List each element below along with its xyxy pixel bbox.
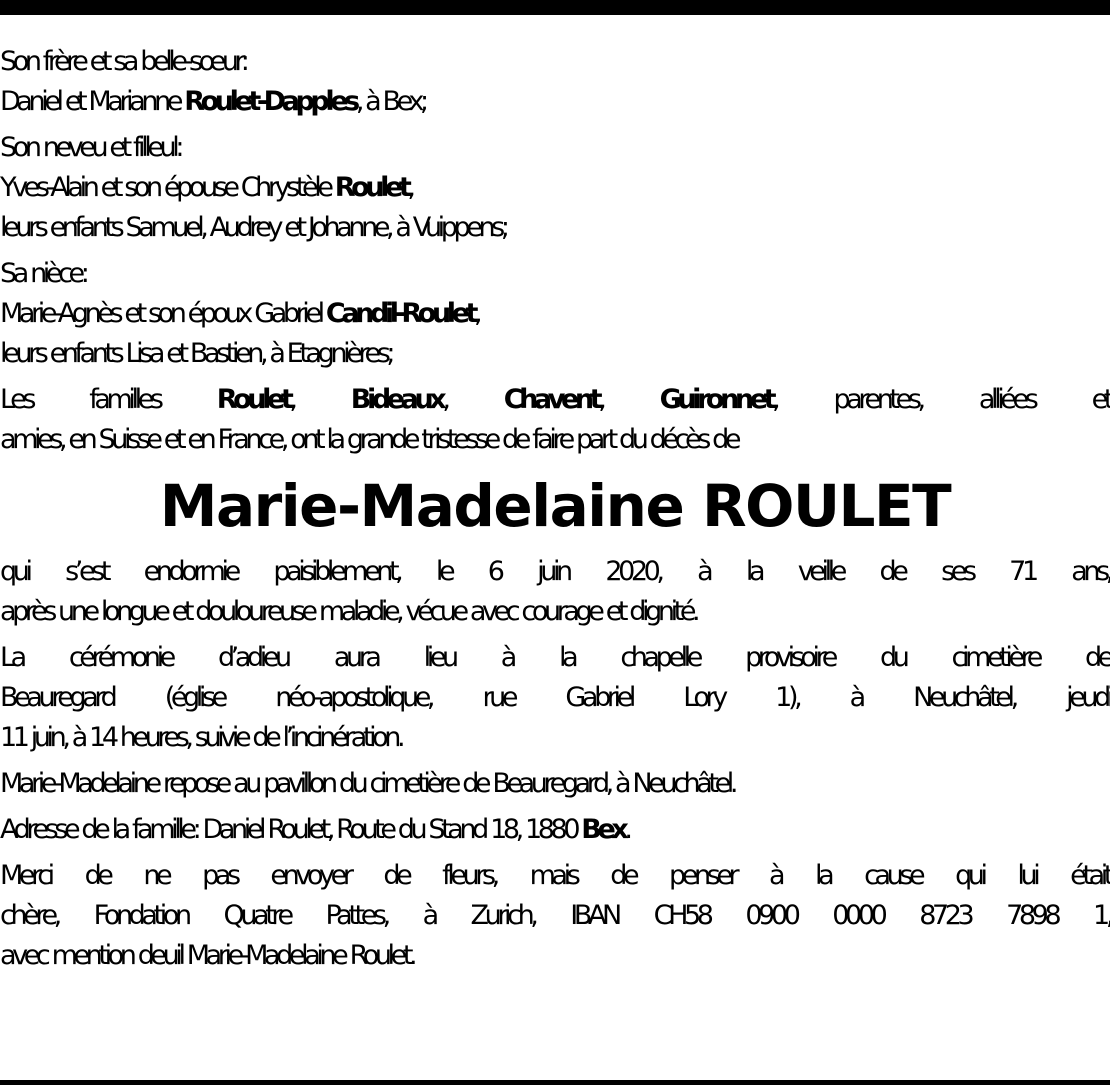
top-rule bbox=[0, 0, 1110, 15]
brother-names: Daniel et Marianne Roulet-Dapples, à Bex; bbox=[0, 86, 425, 117]
address-line: Adresse de la famille: Daniel Roulet, Route du Stand 18, 1880 Bex. bbox=[0, 814, 629, 845]
niece-names: Marie-Agnès et son époux Gabriel Candil-Roulet, bbox=[0, 298, 479, 329]
rest-section bbox=[0, 764, 1110, 804]
ceremony-line-2: Beauregard (église néo-apostolique, rue Gabriel Lory 1), à Neuchâtel, jeudi bbox=[0, 682, 1110, 713]
brother-section bbox=[0, 42, 1110, 122]
address-section bbox=[0, 810, 1110, 850]
niece-section bbox=[0, 254, 1110, 374]
bottom-rule bbox=[0, 1080, 1110, 1085]
families-line-2: amies, en Suisse et en France, ont la grande tristesse de faire part du décès de bbox=[0, 424, 738, 455]
brother-surname: Roulet-Dapples bbox=[184, 86, 356, 117]
niece-label: Sa nièce: bbox=[0, 258, 86, 289]
nephew-label: Son neveu et filleul: bbox=[0, 132, 181, 163]
nephew-section bbox=[0, 128, 1110, 248]
passing-line-2: après une longue et douloureuse maladie, vécue avec courage et dignité. bbox=[0, 596, 697, 627]
family-chavent: Chavent bbox=[503, 384, 599, 415]
family-guironnet: Guironnet bbox=[659, 384, 773, 415]
flowers-section bbox=[0, 856, 1110, 976]
ceremony-section bbox=[0, 638, 1110, 758]
niece-surname: Candil-Roulet bbox=[325, 298, 475, 329]
nephew-names: Yves-Alain et son épouse Chrystèle Roulet, bbox=[0, 172, 412, 203]
obituary-notice bbox=[0, 42, 1110, 982]
flowers-line-2: chère, Fondation Quatre Pattes, à Zurich, IBAN CH58 0900 0000 8723 7898 1, bbox=[0, 900, 1110, 931]
ceremony-line-1: La cérémonie d’adieu aura lieu à la chapelle provisoire du cimetière de bbox=[0, 642, 1110, 673]
family-roulet: Roulet bbox=[216, 384, 290, 415]
rest-line: Marie-Madelaine repose au pavillon du cimetière de Beauregard, à Neuchâtel. bbox=[0, 768, 735, 799]
passing-line-1: qui s’est endormie paisiblement, le 6 juin 2020, à la veille de ses 71 ans, bbox=[0, 556, 1110, 587]
families-section bbox=[0, 380, 1110, 460]
niece-children: leurs enfants Lisa et Bastien, à Etagnières; bbox=[0, 338, 392, 369]
flowers-line-3: avec mention deuil Marie-Madelaine Roulet. bbox=[0, 940, 414, 971]
flowers-line-1: Merci de ne pas envoyer de fleurs, mais de penser à la cause qui lui était bbox=[0, 860, 1110, 891]
ceremony-line-3: 11 juin, à 14 heures, suivie de l’incinération. bbox=[0, 722, 402, 753]
address-city: Bex bbox=[581, 814, 625, 845]
families-line-1: Les familles Roulet, Bideaux, Chavent, Guironnet, parentes, alliées et bbox=[0, 384, 1110, 415]
brother-label: Son frère et sa belle-sœur: bbox=[0, 46, 246, 77]
family-bideaux: Bideaux bbox=[350, 384, 443, 415]
deceased-name: Marie-Madelaine ROULET bbox=[159, 472, 951, 540]
nephew-children: leurs enfants Samuel, Audrey et Johanne, à Vuippens; bbox=[0, 212, 506, 243]
nephew-surname: Roulet bbox=[334, 172, 408, 203]
passing-section bbox=[0, 552, 1110, 632]
